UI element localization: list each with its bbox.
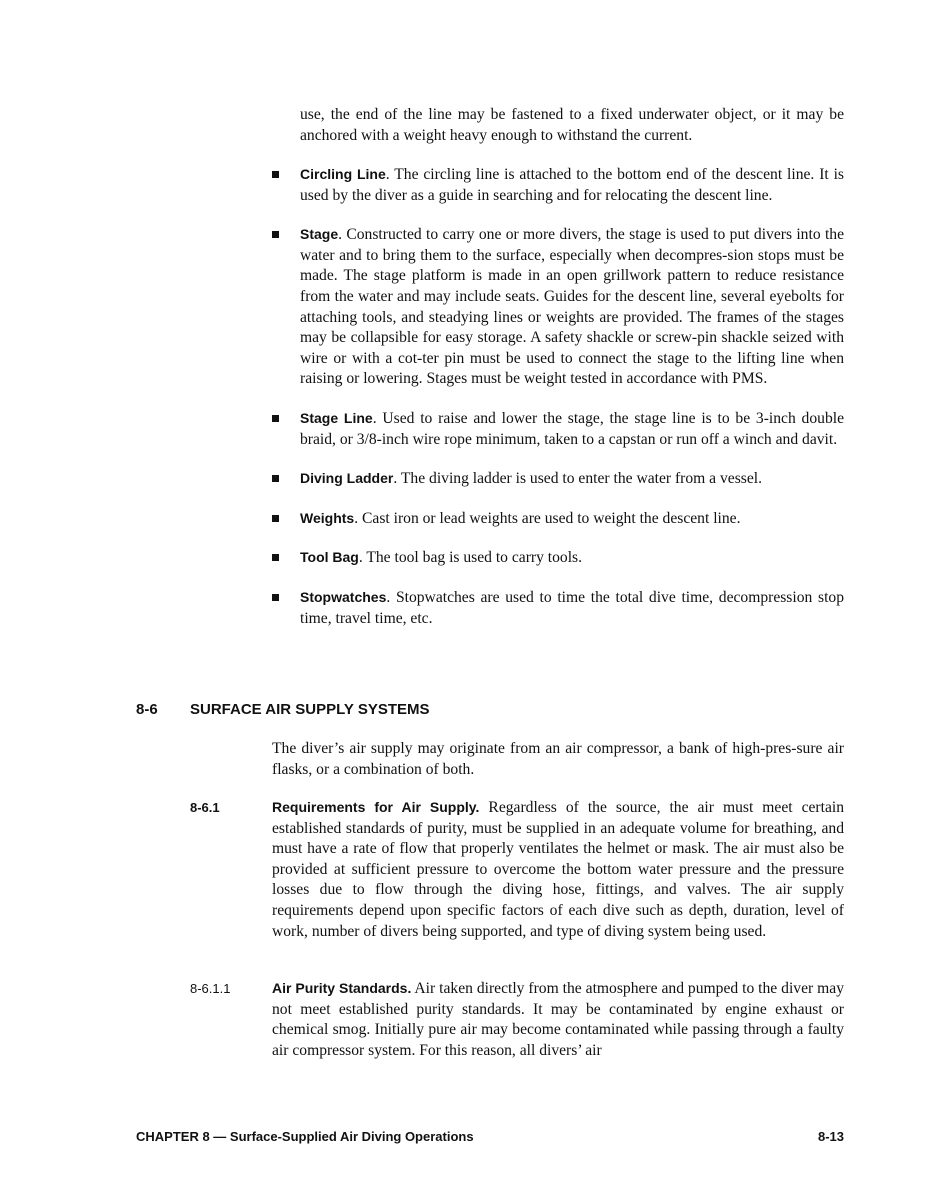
page-footer [136,1128,844,1146]
bullet-term: Stage Line [300,409,373,426]
bullet-item-stopwatches [272,587,844,629]
square-bullet-icon [272,515,279,522]
bullet-term: Tool Bag [300,549,359,566]
bullet-text: . Stopwatches are used to time the total dive time, decompression stop time, travel time, etc. [300,588,844,627]
bullet-item-weights [272,508,844,530]
subsection-number: 8-6.1 [190,800,220,815]
bullet-term: Weights [300,509,355,526]
bullet-term: Circling Line [300,166,386,182]
subsection-requirements [190,797,844,942]
continuation-paragraph: use, the end of the line may be fastened to a fixed underwater object, or it may be anchored with a weight heavy enough to withstand the current. [300,106,844,144]
square-bullet-icon [272,231,279,238]
section-intro-paragraph: The diver’s air supply may originate from an air compressor, a bank of high-pres-sure air flasks, or a combination of both. [272,740,844,778]
bullet-term: Stage [300,226,339,243]
subsection-air-purity [190,978,844,1061]
subsection-number: 8-6.1.1 [190,981,231,996]
square-bullet-icon [272,475,279,482]
bullet-item-tool-bag [272,547,844,569]
bullet-item-circling-line [272,164,844,206]
section-title: SURFACE AIR SUPPLY SYSTEMS [190,701,430,718]
bullet-text: . The circling line is attached to the bottom end of the descent line. It is used by the diver as a guide in searching and for relocating the descent line. [300,166,844,204]
subsection-title: Requirements for Air Supply. [272,799,480,815]
section-heading [136,700,844,720]
section-number: 8-6 [136,701,158,718]
square-bullet-icon [272,594,279,601]
bullet-text: . The diving ladder is used to enter the water from a vessel. [393,470,763,488]
subsection-text: Air taken directly from the atmosphere and pumped to the diver may not meet established purity standards. It may be contaminated by engine exhaust or chemical smog. Initially pure air may become contaminated while passing through a faulty air compressor system. For this reason, all divers’ air [272,980,844,1059]
subsection-title: Air Purity Standards. [272,980,412,996]
bullet-text: . Used to raise and lower the stage, the stage line is to be 3-inch double braid, or 3/8-inch wire rope minimum, taken to a capstan or run off a winch and davit. [300,409,845,448]
square-bullet-icon [272,554,279,561]
bullet-text: . Cast iron or lead weights are used to weight the descent line. [354,509,741,527]
page-number: 8-13 [817,1129,844,1144]
bullet-term: Stopwatches [300,588,387,605]
bullet-text: . The tool bag is used to carry tools. [358,549,583,567]
bullet-text: . Constructed to carry one or more divers, the stage is used to put divers into the water and to bring them to the surface, especially when decompres-sion stops must be made. The stage platform is made in an open grillwork pattern to reduce resistance from the water and may include seats. Guides for the descent line, several eyebolts for attaching tools, and steadying lines or weights are provided. The frames of the stages may be collapsible for easy storage. A safety shackle or screw-pin shackle seized with wire or with a cot-ter pin must be used to connect the stage to the lifting line when raising or lowering. Stages must be weight tested in accordance with PMS. [300,226,844,388]
bullet-item-diving-ladder [272,468,844,490]
bullet-item-stage-line [272,408,844,450]
bullet-term: Diving Ladder [300,470,394,487]
square-bullet-icon [272,415,279,422]
square-bullet-icon [272,171,279,178]
bullet-item-stage [272,224,844,390]
equipment-bullet-list [272,164,844,647]
footer-chapter-title: CHAPTER 8 — Surface-Supplied Air Diving Operations [136,1129,474,1144]
subsection-text: Regardless of the source, the air must meet certain established standards of purity, must be supplied in an adequate volume for breathing, and must have a rate of flow that properly ventilates the helmet or mask. The air must also be provided at sufficient pressure to overcome the bottom water pressure and the pressure losses due to flow through the diving hose, fittings, and valves. The air supply requirements depend upon specific factors of each dive such as depth, duration, level of work, number of divers being supported, and type of diving system being used. [272,799,844,940]
